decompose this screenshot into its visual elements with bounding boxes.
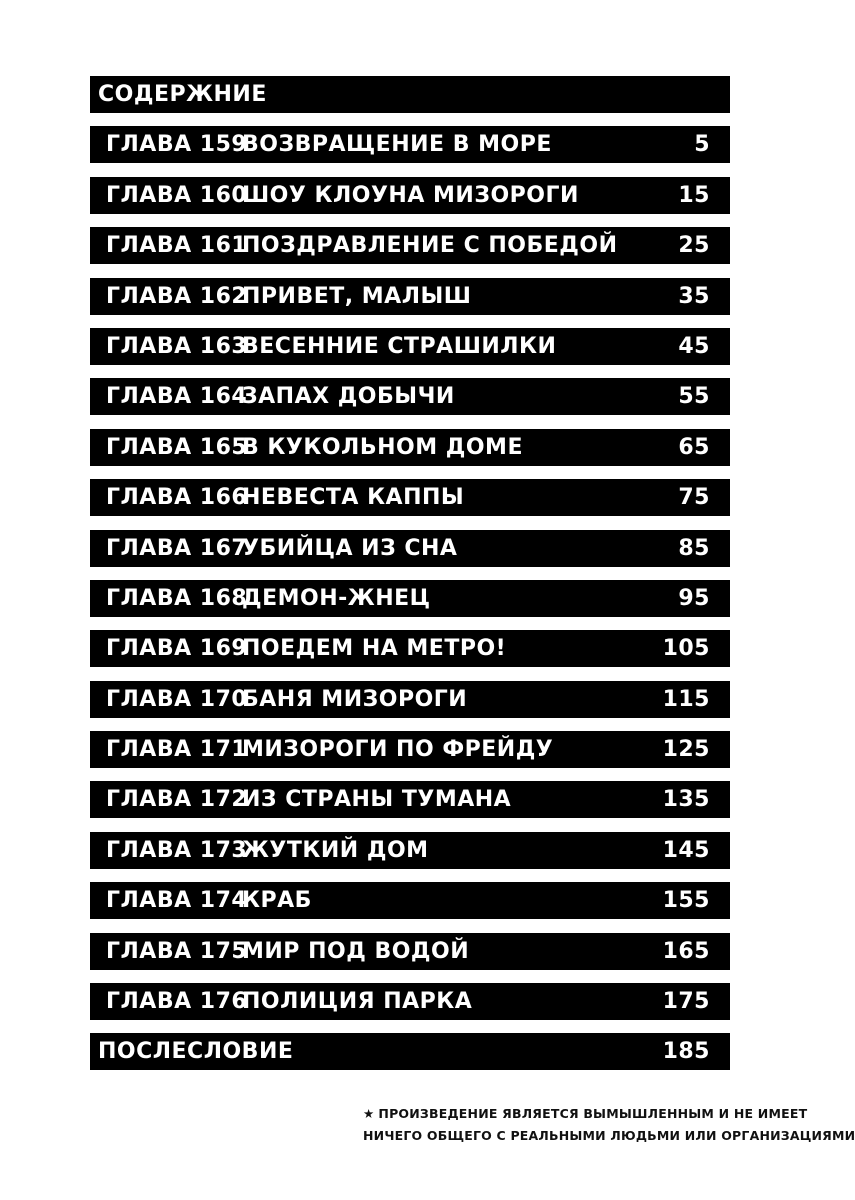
chapter-title: ИЗ СТРАНЫ ТУМАНА: [242, 787, 512, 813]
chapter-number: ГЛАВА 159: [106, 132, 248, 158]
disclaimer-footnote: [363, 1103, 855, 1147]
chapter-number: ГЛАВА 172: [106, 787, 248, 813]
chapter-title: ПРИВЕТ, МАЛЫШ: [242, 283, 472, 309]
toc-row: [90, 832, 730, 869]
chapter-title: В КУКОЛЬНОМ ДОМЕ: [242, 434, 523, 460]
toc-row: [90, 580, 730, 617]
chapter-page: 45: [678, 333, 710, 359]
toc-row: [90, 983, 730, 1020]
toc-afterword: [90, 1033, 730, 1070]
toc-row: [90, 630, 730, 667]
chapter-title: МИЗОРОГИ ПО ФРЕЙДУ: [242, 737, 554, 763]
table-of-contents: [90, 76, 730, 1084]
chapter-title: ПОЗДРАВЛЕНИЕ С ПОБЕДОЙ: [242, 233, 618, 259]
chapter-number: ГЛАВА 170: [106, 686, 248, 712]
toc-row: [90, 378, 730, 415]
chapter-title: ПОЛИЦИЯ ПАРКА: [242, 989, 473, 1015]
chapter-number: ГЛАВА 162: [106, 283, 248, 309]
chapter-title: УБИЙЦА ИЗ СНА: [242, 535, 458, 561]
chapter-page: 65: [678, 434, 710, 460]
disclaimer-text-1: ПРОИЗВЕДЕНИЕ ЯВЛЯЕТСЯ ВЫМЫШЛЕННЫМ И НЕ ИМЕЕТ: [378, 1106, 808, 1121]
chapter-page: 95: [678, 585, 710, 611]
chapter-page: 5: [694, 132, 710, 158]
chapter-page: 15: [678, 182, 710, 208]
chapter-page: 175: [662, 989, 710, 1015]
chapter-page: 135: [662, 787, 710, 813]
chapter-title: НЕВЕСТА КАППЫ: [242, 485, 465, 511]
afterword-title: ПОСЛЕСЛОВИЕ: [98, 1039, 294, 1065]
chapter-title: ВЕСЕННИЕ СТРАШИЛКИ: [242, 333, 557, 359]
chapter-title: БАНЯ МИЗОРОГИ: [242, 686, 468, 712]
toc-row: [90, 933, 730, 970]
disclaimer-line-1: [363, 1103, 808, 1125]
chapter-page: 145: [662, 837, 710, 863]
chapter-number: ГЛАВА 175: [106, 938, 248, 964]
toc-row: [90, 530, 730, 567]
afterword-page: 185: [662, 1039, 710, 1065]
toc-row: [90, 278, 730, 315]
chapter-page: 115: [662, 686, 710, 712]
chapter-title: КРАБ: [242, 888, 312, 914]
chapter-title: ПОЕДЕМ НА МЕТРО!: [242, 636, 507, 662]
chapter-title: ЗАПАХ ДОБЫЧИ: [242, 384, 455, 410]
chapter-number: ГЛАВА 171: [106, 737, 248, 763]
chapter-number: ГЛАВА 168: [106, 585, 248, 611]
chapter-page: 165: [662, 938, 710, 964]
toc-row: [90, 429, 730, 466]
chapter-number: ГЛАВА 161: [106, 233, 248, 259]
toc-row: [90, 781, 730, 818]
chapter-number: ГЛАВА 176: [106, 989, 248, 1015]
toc-row: [90, 882, 730, 919]
chapter-title: ШОУ КЛОУНА МИЗОРОГИ: [242, 182, 579, 208]
toc-header: [90, 76, 730, 113]
chapter-page: 75: [678, 485, 710, 511]
chapter-number: ГЛАВА 174: [106, 888, 248, 914]
chapter-page: 55: [678, 384, 710, 410]
chapter-number: ГЛАВА 173: [106, 837, 248, 863]
toc-row: [90, 126, 730, 163]
toc-header-label: СОДЕРЖНИЕ: [98, 82, 267, 107]
chapter-title: ВОЗВРАЩЕНИЕ В МОРЕ: [242, 132, 552, 158]
chapter-page: 35: [678, 283, 710, 309]
disclaimer-line-2: НИЧЕГО ОБЩЕГО С РЕАЛЬНЫМИ ЛЮДЬМИ ИЛИ ОРГАНИЗАЦИЯМИ: [363, 1128, 855, 1143]
chapter-number: ГЛАВА 164: [106, 384, 248, 410]
chapter-list: [90, 126, 730, 1020]
chapter-page: 85: [678, 535, 710, 561]
chapter-number: ГЛАВА 160: [106, 182, 248, 208]
chapter-number: ГЛАВА 169: [106, 636, 248, 662]
chapter-title: МИР ПОД ВОДОЙ: [242, 938, 470, 964]
chapter-title: ДЕМОН-ЖНЕЦ: [242, 585, 431, 611]
toc-row: [90, 227, 730, 264]
toc-row: [90, 479, 730, 516]
chapter-number: ГЛАВА 163: [106, 333, 248, 359]
chapter-page: 25: [678, 233, 710, 259]
chapter-number: ГЛАВА 167: [106, 535, 248, 561]
chapter-page: 125: [662, 737, 710, 763]
toc-row: [90, 328, 730, 365]
toc-row: [90, 731, 730, 768]
chapter-page: 155: [662, 888, 710, 914]
chapter-page: 105: [662, 636, 710, 662]
toc-row: [90, 177, 730, 214]
toc-row: [90, 681, 730, 718]
chapter-number: ГЛАВА 165: [106, 434, 248, 460]
chapter-number: ГЛАВА 166: [106, 485, 248, 511]
chapter-title: ЖУТКИЙ ДОМ: [242, 837, 429, 863]
star-icon: ★: [363, 1106, 375, 1121]
